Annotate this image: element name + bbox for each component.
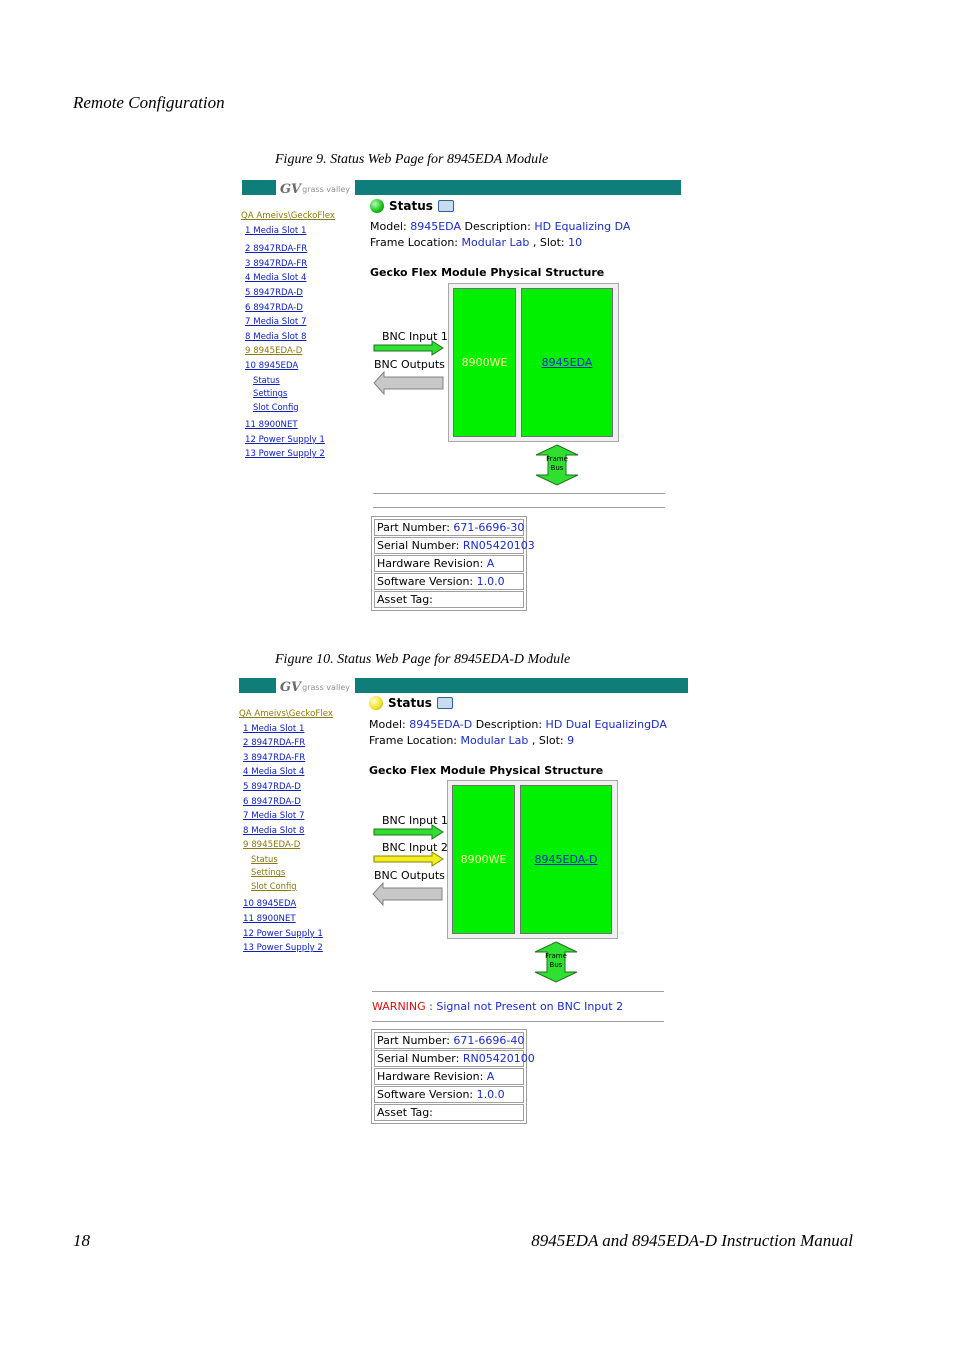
structure-title: Gecko Flex Module Physical Structure [370,266,605,279]
table-row: Software Version: 1.0.0 [374,1086,524,1103]
nav-item[interactable]: 8 Media Slot 8 [245,331,307,342]
input-1-arrow-icon [374,825,444,839]
figure-9-caption: Figure 9. Status Web Page for 8945EDA Module [275,152,549,167]
nav-item[interactable]: 7 Media Slot 7 [245,317,307,328]
slot-8945eda[interactable]: 8945EDA [521,288,613,437]
header-bar-left [239,678,276,693]
nav-item[interactable]: 2 8947RDA-FR [243,738,306,749]
nav-item[interactable]: 4 Media Slot 4 [243,767,305,778]
bnc-input-2-label: BNC Input 2 [382,841,448,854]
frame-bus-label: Frame Bus [545,952,567,969]
module-info-table [371,1029,535,1124]
grass-valley-logo: GV grass valley [277,676,353,698]
refresh-icon[interactable] [437,697,453,709]
table-row: Asset Tag: [374,591,524,608]
table-row: Serial Number: RN05420103 [374,537,524,554]
table-row: Hardware Revision: A [374,1068,524,1085]
nav-item[interactable]: 2 8947RDA-FR [245,244,308,255]
manual-title: 8945EDA and 8945EDA-D Instruction Manual [531,1231,853,1250]
header-bar-left [242,180,276,195]
nav-item[interactable]: 13 Power Supply 2 [245,449,325,460]
page-number: 18 [73,1231,90,1250]
nav-item[interactable]: 5 8947RDA-D [245,287,303,298]
nav-tree [241,209,335,462]
input-arrow-icon [374,341,444,355]
bnc-outputs-label: BNC Outputs [374,869,445,882]
header-bar-main [355,180,681,195]
table-row: Asset Tag: [374,1104,524,1121]
output-arrow-icon [373,883,443,905]
warning-message: WARNING : Signal not Present on BNC Input 2 [372,1000,624,1013]
figure-10-caption: Figure 10. Status Web Page for 8945EDA-D Module [275,652,571,667]
nav-root[interactable]: QA Ameivs\GeckoFlex [239,709,333,719]
table-row: Part Number: 671-6696-40 [374,1032,524,1049]
frame-bus-label: Frame Bus [546,455,568,472]
nav-item[interactable]: 5 8947RDA-D [243,781,301,792]
nav-item[interactable]: 6 8947RDA-D [245,302,303,313]
table-row: Hardware Revision: A [374,555,524,572]
structure-title: Gecko Flex Module Physical Structure [369,764,604,777]
location-line: Frame Location: Modular Lab , Slot: 9 [369,734,575,747]
nav-item[interactable]: 3 8947RDA-FR [243,752,306,763]
nav-item[interactable]: 11 8900NET [243,914,296,925]
slot-8900we: 8900WE [453,288,516,437]
divider [372,991,664,992]
nav-sub-settings[interactable]: Settings [251,867,286,878]
slot-8900we: 8900WE [452,785,515,934]
nav-sub-slot-config[interactable]: Slot Config [251,880,297,891]
grass-valley-logo: GV grass valley [277,178,353,200]
nav-sub-slot-config[interactable]: Slot Config [253,401,299,412]
refresh-icon[interactable] [438,200,454,212]
nav-item[interactable]: 12 Power Supply 1 [243,928,323,939]
nav-item[interactable]: 6 8947RDA-D [243,796,301,807]
nav-tree [239,707,333,956]
page-header: Remote Configuration [73,93,225,112]
nav-item[interactable]: 9 8945EDA-D [245,346,303,357]
bnc-input-1-label: BNC Input 1 [382,330,448,343]
status-heading: Status [369,696,453,710]
nav-item-current[interactable]: 9 8945EDA-D [243,840,301,851]
table-row: Part Number: 671-6696-30 [374,519,524,536]
output-arrow-icon [374,372,444,394]
slot-8945eda-d[interactable]: 8945EDA-D [520,785,612,934]
nav-sub-status[interactable]: Status [253,374,280,385]
nav-item[interactable]: 8 Media Slot 8 [243,825,305,836]
nav-item[interactable]: 3 8947RDA-FR [245,258,308,269]
gv-logo-icon: GV [279,679,302,695]
divider [373,493,665,494]
table-row: Serial Number: RN05420100 [374,1050,524,1067]
model-line: Model: 8945EDA Description: HD Equalizing DA [370,220,631,233]
green-led-icon [370,199,384,213]
nav-sub-status[interactable]: Status [251,853,278,864]
status-heading: Status [370,199,454,213]
nav-item-current[interactable]: 10 8945EDA [245,360,299,371]
input-2-arrow-icon [374,852,444,866]
nav-item[interactable]: 4 Media Slot 4 [245,273,307,284]
table-row: Software Version: 1.0.0 [374,573,524,590]
divider [372,1021,664,1022]
yellow-led-icon [369,696,383,710]
header-bar-main [355,678,688,693]
nav-sub-settings[interactable]: Settings [253,388,288,399]
model-line: Model: 8945EDA-D Description: HD Dual EqualizingDA [369,718,667,731]
nav-root[interactable]: QA Ameivs\GeckoFlex [241,211,335,221]
nav-item[interactable]: 1 Media Slot 1 [245,225,307,236]
gv-logo-icon: GV [279,181,302,197]
bnc-input-1-label: BNC Input 1 [382,814,448,827]
nav-item[interactable]: 12 Power Supply 1 [245,434,325,445]
module-info-table [371,516,535,611]
bnc-outputs-label: BNC Outputs [374,358,445,371]
nav-item[interactable]: 11 8900NET [245,420,298,431]
nav-item[interactable]: 1 Media Slot 1 [243,723,305,734]
nav-item[interactable]: 10 8945EDA [243,899,297,910]
nav-item[interactable]: 13 Power Supply 2 [243,943,323,954]
divider [373,507,665,508]
location-line: Frame Location: Modular Lab , Slot: 10 [370,236,583,249]
nav-item[interactable]: 7 Media Slot 7 [243,811,305,822]
